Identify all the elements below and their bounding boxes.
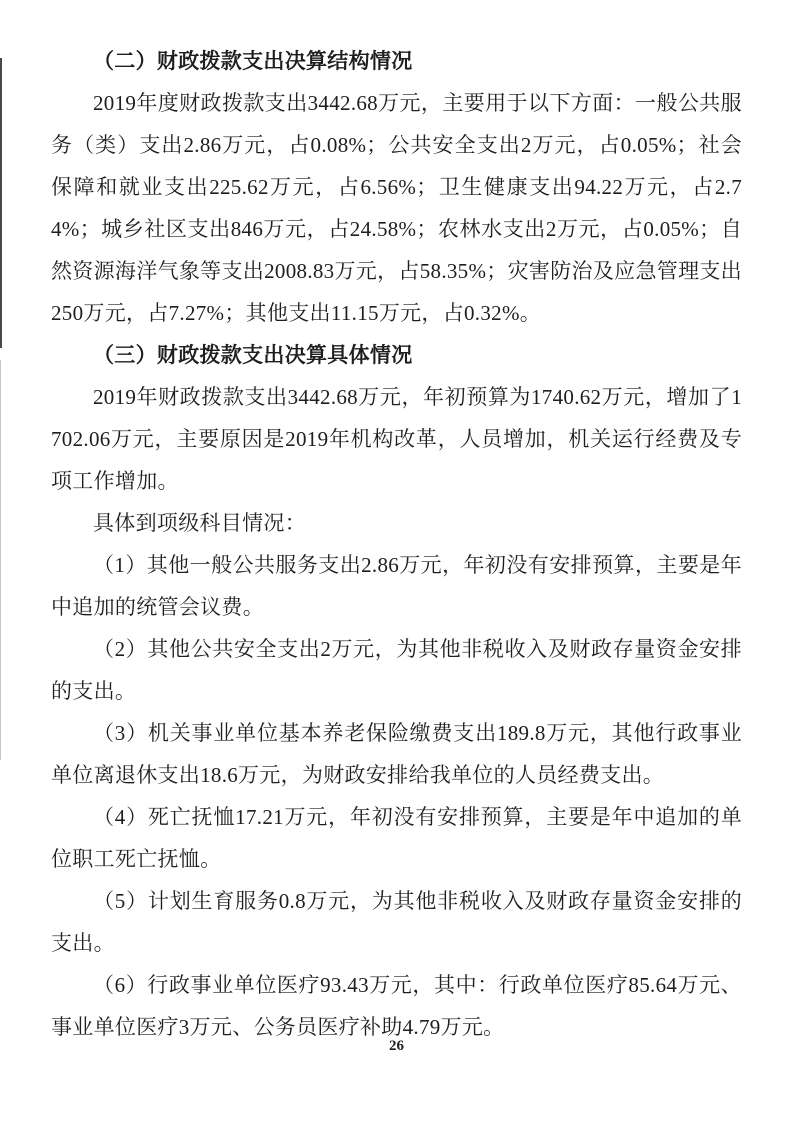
- section-heading-2: （二）财政拨款支出决算结构情况: [93, 49, 413, 73]
- body-paragraph-item-4: （4）死亡抚恤17.21万元，年初没有安排预算，主要是年中追加的单位职工死亡抚恤。: [51, 805, 742, 871]
- body-paragraph-item-1: （1）其他一般公共服务支出2.86万元，年初没有安排预算，主要是年中追加的统管会议费。: [51, 553, 742, 619]
- body-paragraph-item-3: （3）机关事业单位基本养老保险缴费支出189.8万元，其他行政事业单位离退休支出18.6万元，为财政安排给我单位的人员经费支出。: [51, 721, 742, 787]
- scan-artifact-line-faint: [0, 360, 1, 760]
- body-paragraph-expenditure-structure: 2019年度财政拨款支出3442.68万元，主要用于以下方面：一般公共服务（类）支出2.86万元，占0.08%；公共安全支出2万元，占0.05%；社会保障和就业支出225.62万元，占6.56%；卫生健康支出94.22万元，占2.74%；城乡社区支出846万元，占24.58%；农林水支出2万元，占0.05%；自然资源海洋气象等支出2008.83万元，占58.35%；灾害防治及应急管理支出250万元，占7.27%；其他支出11.15万元，占0.32%。: [51, 91, 742, 325]
- body-paragraph-item-2: （2）其他公共安全支出2万元，为其他非税收入及财政存量资金安排的支出。: [51, 637, 742, 703]
- body-paragraph-item-5: （5）计划生育服务0.8万元，为其他非税收入及财政存量资金安排的支出。: [51, 889, 742, 955]
- section-heading-3: （三）财政拨款支出决算具体情况: [93, 343, 413, 367]
- body-paragraph-item-6: （6）行政事业单位医疗93.43万元，其中：行政单位医疗85.64万元、事业单位医疗3万元、公务员医疗补助4.79万元。: [51, 973, 742, 1039]
- document-content: [51, 40, 742, 1048]
- body-paragraph-expenditure-detail: 2019年财政拨款支出3442.68万元，年初预算为1740.62万元，增加了1702.06万元，主要原因是2019年机构改革，人员增加，机关运行经费及专项工作增加。: [51, 385, 742, 493]
- page-number: 26: [389, 1038, 404, 1054]
- scan-artifact-line: [0, 58, 2, 348]
- body-paragraph-subject-intro: 具体到项级科目情况：: [93, 511, 306, 535]
